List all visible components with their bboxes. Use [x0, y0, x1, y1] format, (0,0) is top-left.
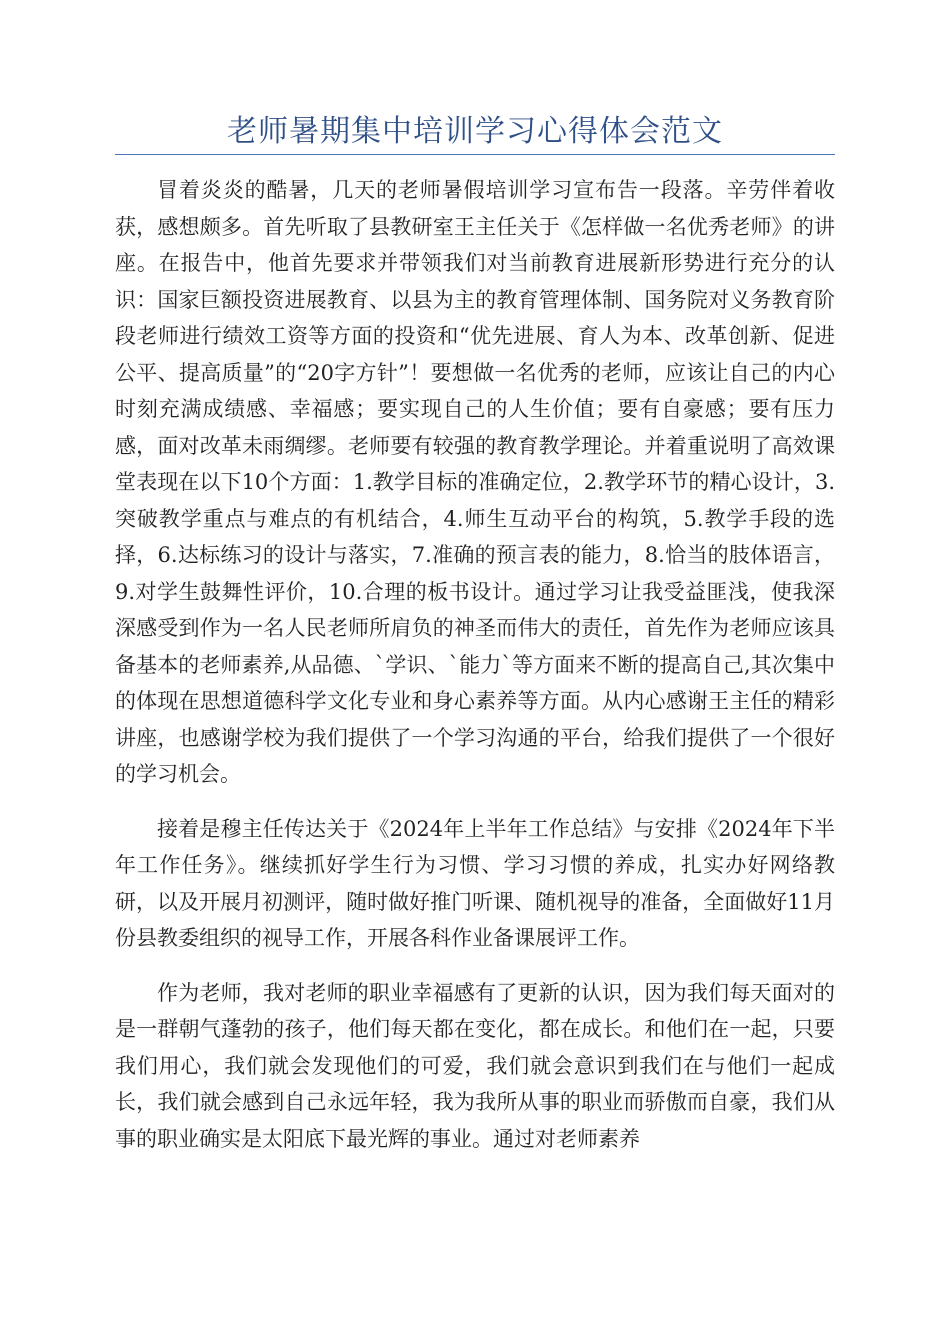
- paragraph-1: 冒着炎炎的酷暑，几天的老师暑假培训学习宣布告一段落。辛劳伴着收获，感想颇多。首先听取了县教研室王主任关于《怎样做一名优秀老师》的讲座。在报告中，他首先要求并带领我们对当前教育进展新形势进行充分的认识：国家巨额投资进展教育、以县为主的教育管理体制、国务院对义务教育阶段老师进行绩效工资等方面的投资和“优先进展、育人为本、改革创新、促进公平、提高质量”的“20字方针”！要想做一名优秀的老师，应该让自己的内心时刻充满成绩感、幸福感；要实现自己的人生价值；要有自豪感；要有压力感，面对改革未雨绸缪。老师要有较强的教育教学理论。并着重说明了高效课堂表现在以下10个方面：1.教学目标的准确定位，2.教学环节的精心设计，3.突破教学重点与难点的有机结合，4.师生互动平台的构筑，5.教学手段的选择，6.达标练习的设计与落实，7.准确的预言表的能力，8.恰当的肢体语言，9.对学生鼓舞性评价，10.合理的板书设计。通过学习让我受益匪浅，使我深深感受到作为一名人民老师所肩负的神圣而伟大的责任，首先作为老师应该具备基本的老师素养,从品德、`学识、`能力`等方面来不断的提高自己,其次集中的体现在思想道德科学文化专业和身心素养等方面。从内心感谢王主任的精彩讲座，也感谢学校为我们提供了一个学习沟通的平台，给我们提供了一个很好的学习机会。: [115, 178, 835, 786]
- document-title: 老师暑期集中培训学习心得体会范文: [227, 114, 723, 149]
- paragraph-2: 接着是穆主任传达关于《2024年上半年工作总结》与安排《2024年下半年工作任务》。继续抓好学生行为习惯、学习习惯的养成，扎实办好网络教研，以及开展月初测评，随时做好推门听课、随机视导的准备，全面做好11月份县教委组织的视导工作，开展各科作业备课展评工作。: [115, 816, 835, 950]
- title-underline: [115, 154, 835, 155]
- document-body: [115, 172, 835, 1175]
- paragraph-3: 作为老师，我对老师的职业幸福感有了更新的认识，因为我们每天面对的是一群朝气蓬勃的孩子，他们每天都在变化，都在成长。和他们在一起，只要我们用心，我们就会发现他们的可爱，我们就会意识到我们在与他们一起成长，我们就会感到自己永远年轻，我为我所从事的职业而骄傲而自豪，我们从事的职业确实是太阳底下最光辉的事业。通过对老师素养: [115, 980, 835, 1151]
